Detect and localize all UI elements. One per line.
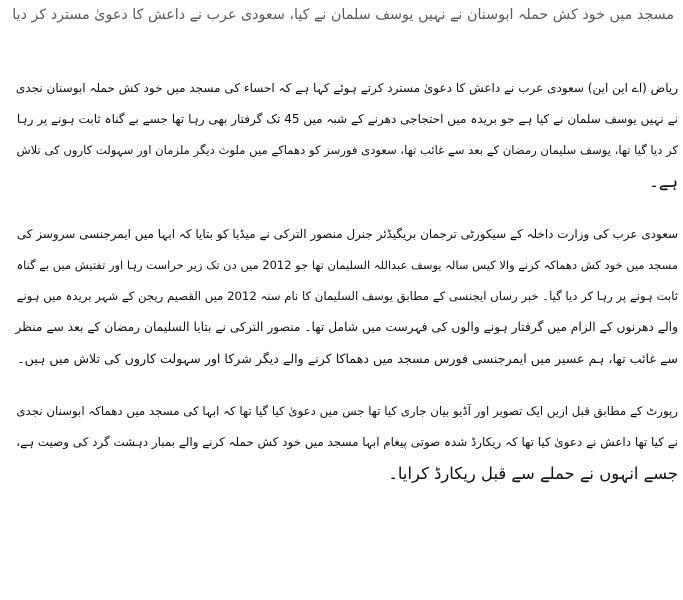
paragraph-line: والے دھرنوں کے الزام میں گرفتار ہونے والوں کی فہرست میں شامل تھا۔ منصور الترکی نے بتایا السلیمان رمضان کے بعد سے منظر bbox=[15, 320, 678, 334]
paragraph-line: سعودی عرب کی وزارت داخلہ کے سیکورٹی ترجمان بریگیڈئر جنرل منصور الترکی نے میڈیا کو بتایا کہ ابہا میں ایمرجنسی سروسز کی bbox=[16, 227, 678, 241]
paragraph-line: سے غائب تھا، ہم عسیر میں ایمرجنسی فورس مسجد میں دھماکا کرنے والے دیگر شرکا اور سہولت کاروں کی تلاش میں ہیں۔ bbox=[17, 351, 678, 366]
paragraph-line: رپورٹ کے مطابق قبل ازیں ایک تصویر اور آڈیو بیان جاری کیا تھا جس میں دعویٰ کیا گیا تھا کہ ابہا کی مسجد میں دھماکہ ابوسنان نجدی bbox=[16, 404, 678, 418]
paragraph-line: ثابت ہونے پر رہا کر دیا گیا۔ خبر رساں ایجنسی کے مطابق یوسف السلیمان کا نام سنہ 2012 میں القصیم ریجن کے شہر بریدہ میں ہونے bbox=[16, 289, 678, 303]
article bbox=[12, 0, 678, 489]
paragraph-2 bbox=[12, 219, 678, 374]
paragraph-line: ہے۔ bbox=[649, 172, 678, 191]
paragraph-line: جسے انہوں نے حملے سے قبل ریکارڈ کرایا۔ bbox=[388, 464, 678, 483]
paragraph-1 bbox=[12, 73, 678, 197]
paragraph-line: کر دیا گیا تھا، یوسف سلیمان رمضان کے بعد سے غائب تھا، سعودی فورسز کو دھماکے میں ملوث دیگر ملزمان اور سہولت کاروں کی تلاش bbox=[16, 143, 678, 157]
paragraph-3 bbox=[12, 396, 678, 489]
paragraph-line: نے نہیں یوسف سلمان نے کیا ہے جو بریدہ میں احتجاجی دھرنے کے شبہ میں 45 تک گرفتار بھی رہا تھا جسے بے گناہ ثابت ہونے پر رہا bbox=[16, 112, 678, 126]
article-body bbox=[12, 73, 678, 489]
headline: مسجد میں خود کش حملہ ابوسنان نے نہیں یوسف سلمان نے کیا، سعودی عرب نے داعش کا دعویٰ مسترد کر دیا bbox=[12, 7, 674, 23]
paragraph-line: ریاض (اے این این) سعودی عرب نے داعش کا دعویٰ مسترد کرتے ہوئے کہا ہے کہ احساء کی مسجد میں خود کش حملہ ابوسنان نجدی bbox=[15, 81, 678, 95]
paragraph-line: نے کیا تھا داعش نے دعویٰ کیا تھا کہ ریکارڈ شدہ صوتی پیغام ابہا مسجد میں خود کش حملہ کرنے والے بمبار دہشت گرد کی وصیت ہے، bbox=[16, 435, 678, 449]
paragraph-line: مسجد میں خود کش دھماکہ کرنے والا کیس سالہ یوسف عبداللہ السلیمان تھا جو 2012 میں دن تک زیر حراست رہا اور تفتیش میں بے گناہ bbox=[16, 258, 678, 272]
